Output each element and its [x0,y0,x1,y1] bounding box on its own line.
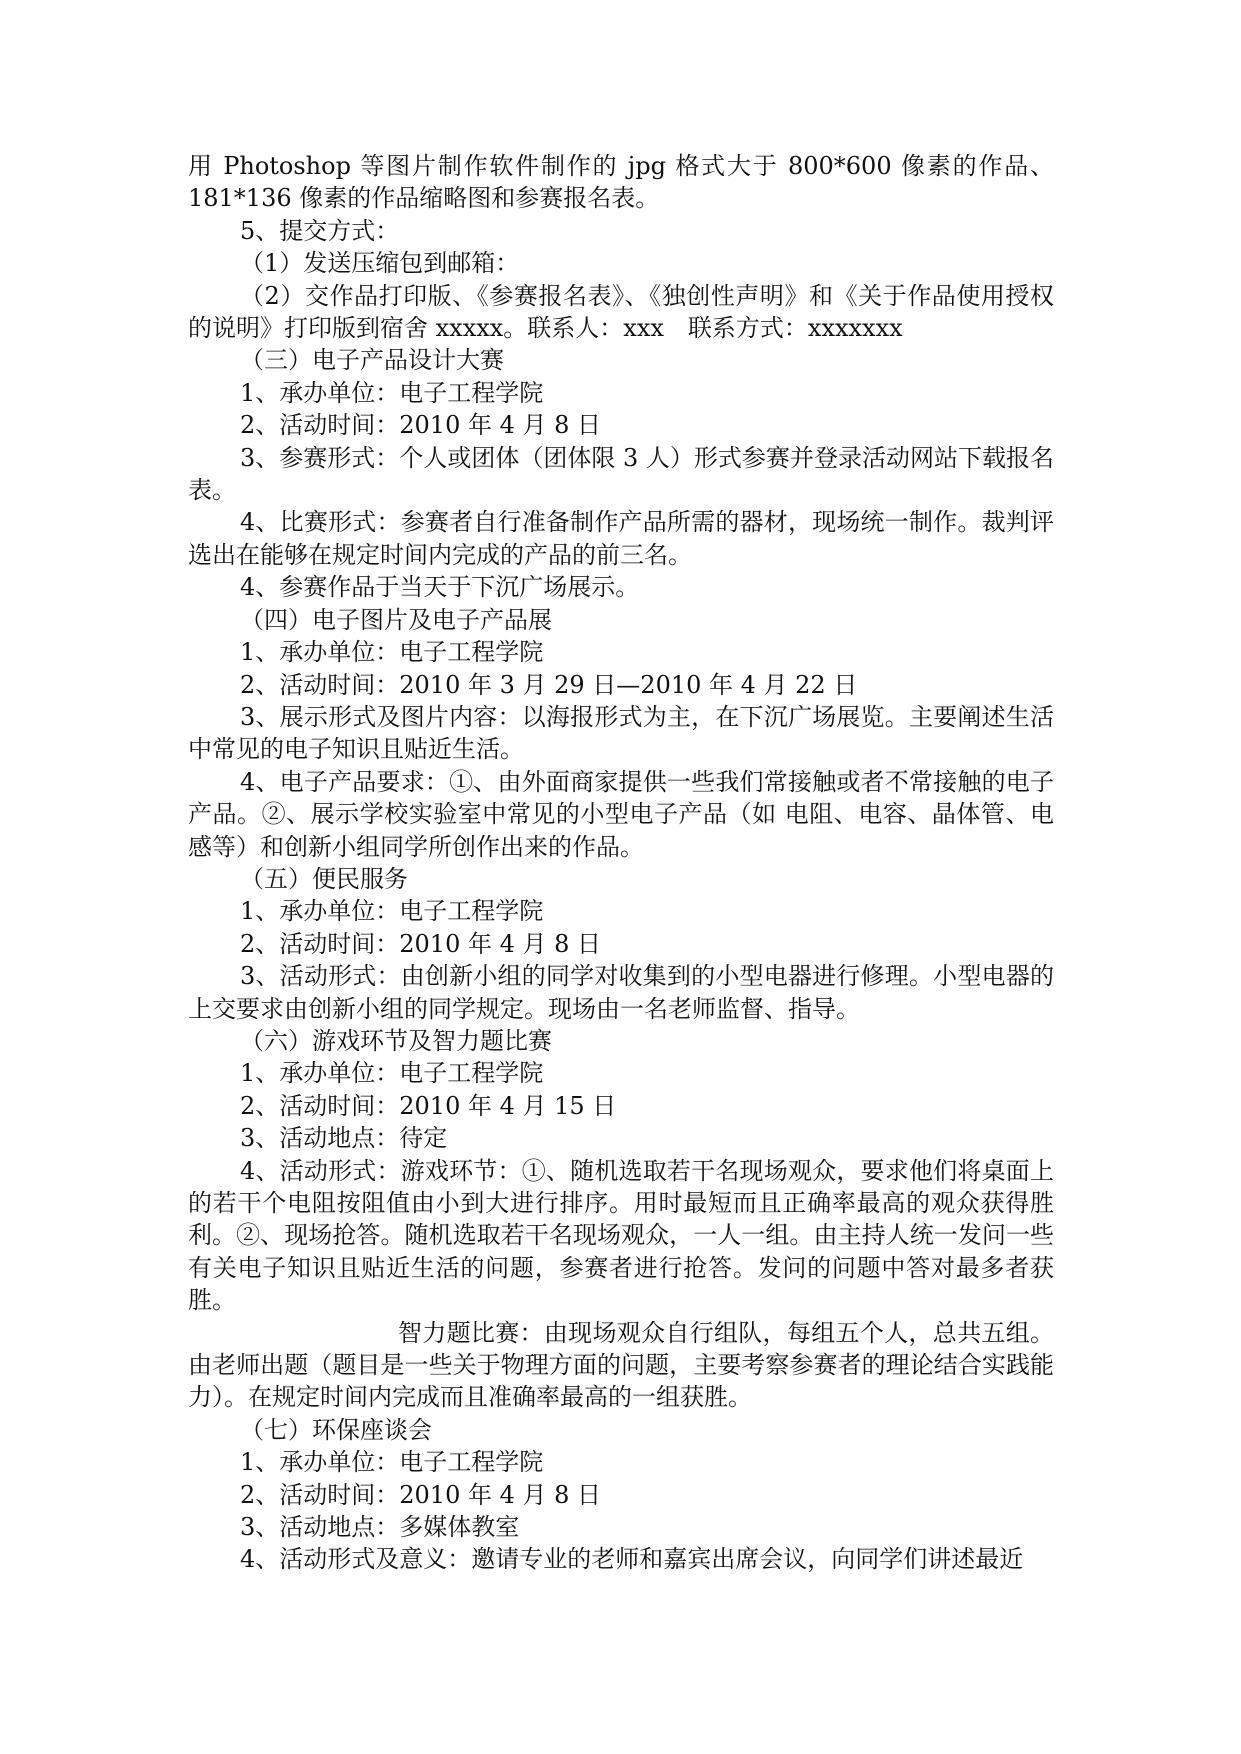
paragraph-item: 1、承办单位：电子工程学院 [240,897,544,926]
section-heading-3: （三）电子产品设计大赛 [240,346,504,375]
paragraph-item: 4、活动形式及意义：邀请专业的老师和嘉宾出席会议，向同学们讲述最近 [240,1545,1024,1574]
paragraph-item: 2、活动时间：2010 年 4 月 8 日 [240,1480,602,1509]
paragraph-item: 4、比赛形式：参赛者自行准备制作产品所需的器材，现场统一制作。裁判评选出在能够在规定时间内完成的产品的前三名。 [188,508,1054,569]
section-heading-5: （五）便民服务 [240,864,408,893]
paragraph-item: 1、承办单位：电子工程学院 [240,1448,544,1477]
paragraph-item: 4、活动形式：游戏环节：①、随机选取若干名现场观众，要求他们将桌面上的若干个电阻按阻值由小到大进行排序。用时最短而且正确率最高的观众获得胜利。②、现场抢答。随机选取若干名现场观众，一人一组。由主持人统一发问一些有关电子知识且贴近生活的问题，参赛者进行抢答。发问的问题中答对最多者获胜。 [188,1156,1054,1315]
section-heading-4: （四）电子图片及电子产品展 [240,605,552,634]
paragraph-item: 2、活动时间：2010 年 4 月 15 日 [240,1091,617,1120]
paragraph-item: 3、活动地点：待定 [240,1124,448,1153]
paragraph-item: 3、参赛形式：个人或团体（团体限 3 人）形式参赛并登录活动网站下载报名表。 [188,443,1054,505]
paragraph-item: 4、电子产品要求：①、由外面商家提供一些我们常接触或者不常接触的电子产品。②、展示学校实验室中常见的小型电子产品（如 电阻、电容、晶体管、电感等）和创新小组同学所创作出来的作品。 [188,767,1054,861]
paragraph-submission-email: （1）发送压缩包到邮箱： [240,249,520,278]
paragraph-item: 1、承办单位：电子工程学院 [240,1059,544,1088]
paragraph-submission-print: （2）交作品打印版、《参赛报名表》、《独创性声明》和《关于作品使用授权的说明》打印版到宿舍 xxxxx。联系人：xxx 联系方式：xxxxxxx [188,281,1054,343]
paragraph-item: 2、活动时间：2010 年 4 月 8 日 [240,411,602,440]
section-heading-7: （七）环保座谈会 [240,1415,432,1444]
section-heading-6: （六）游戏环节及智力题比赛 [240,1026,552,1055]
paragraph-item: 4、参赛作品于当天于下沉广场展示。 [240,573,640,602]
paragraph-item: 3、活动形式：由创新小组的同学对收集到的小型电器进行修理。小型电器的上交要求由创新小组的同学规定。现场由一名老师监督、指导。 [188,962,1054,1023]
paragraph-intro: 用 Photoshop 等图片制作软件制作的 jpg 格式大于 800*600 像素的作品、181*136 像素的作品缩略图和参赛报名表。 [188,152,1054,213]
paragraph-item: 1、承办单位：电子工程学院 [240,378,544,407]
document-page [188,150,1054,1576]
paragraph-quiz: 智力题比赛：由现场观众自行组队，每组五个人，总共五组。由老师出题（题目是一些关于物理方面的问题，主要考察参赛者的理论结合实践能力）。在规定时间内完成而且准确率最高的一组获胜。 [188,1318,1054,1412]
paragraph-item: 3、活动地点：多媒体教室 [240,1513,520,1542]
paragraph-item: 1、承办单位：电子工程学院 [240,638,544,667]
paragraph-submission-method: 5、提交方式： [240,216,400,245]
paragraph-item: 3、展示形式及图片内容：以海报形式为主，在下沉广场展览。主要阐述生活中常见的电子知识且贴近生活。 [188,702,1054,764]
paragraph-item: 2、活动时间：2010 年 4 月 8 日 [240,929,602,958]
paragraph-item: 2、活动时间：2010 年 3 月 29 日—2010 年 4 月 22 日 [240,670,858,699]
